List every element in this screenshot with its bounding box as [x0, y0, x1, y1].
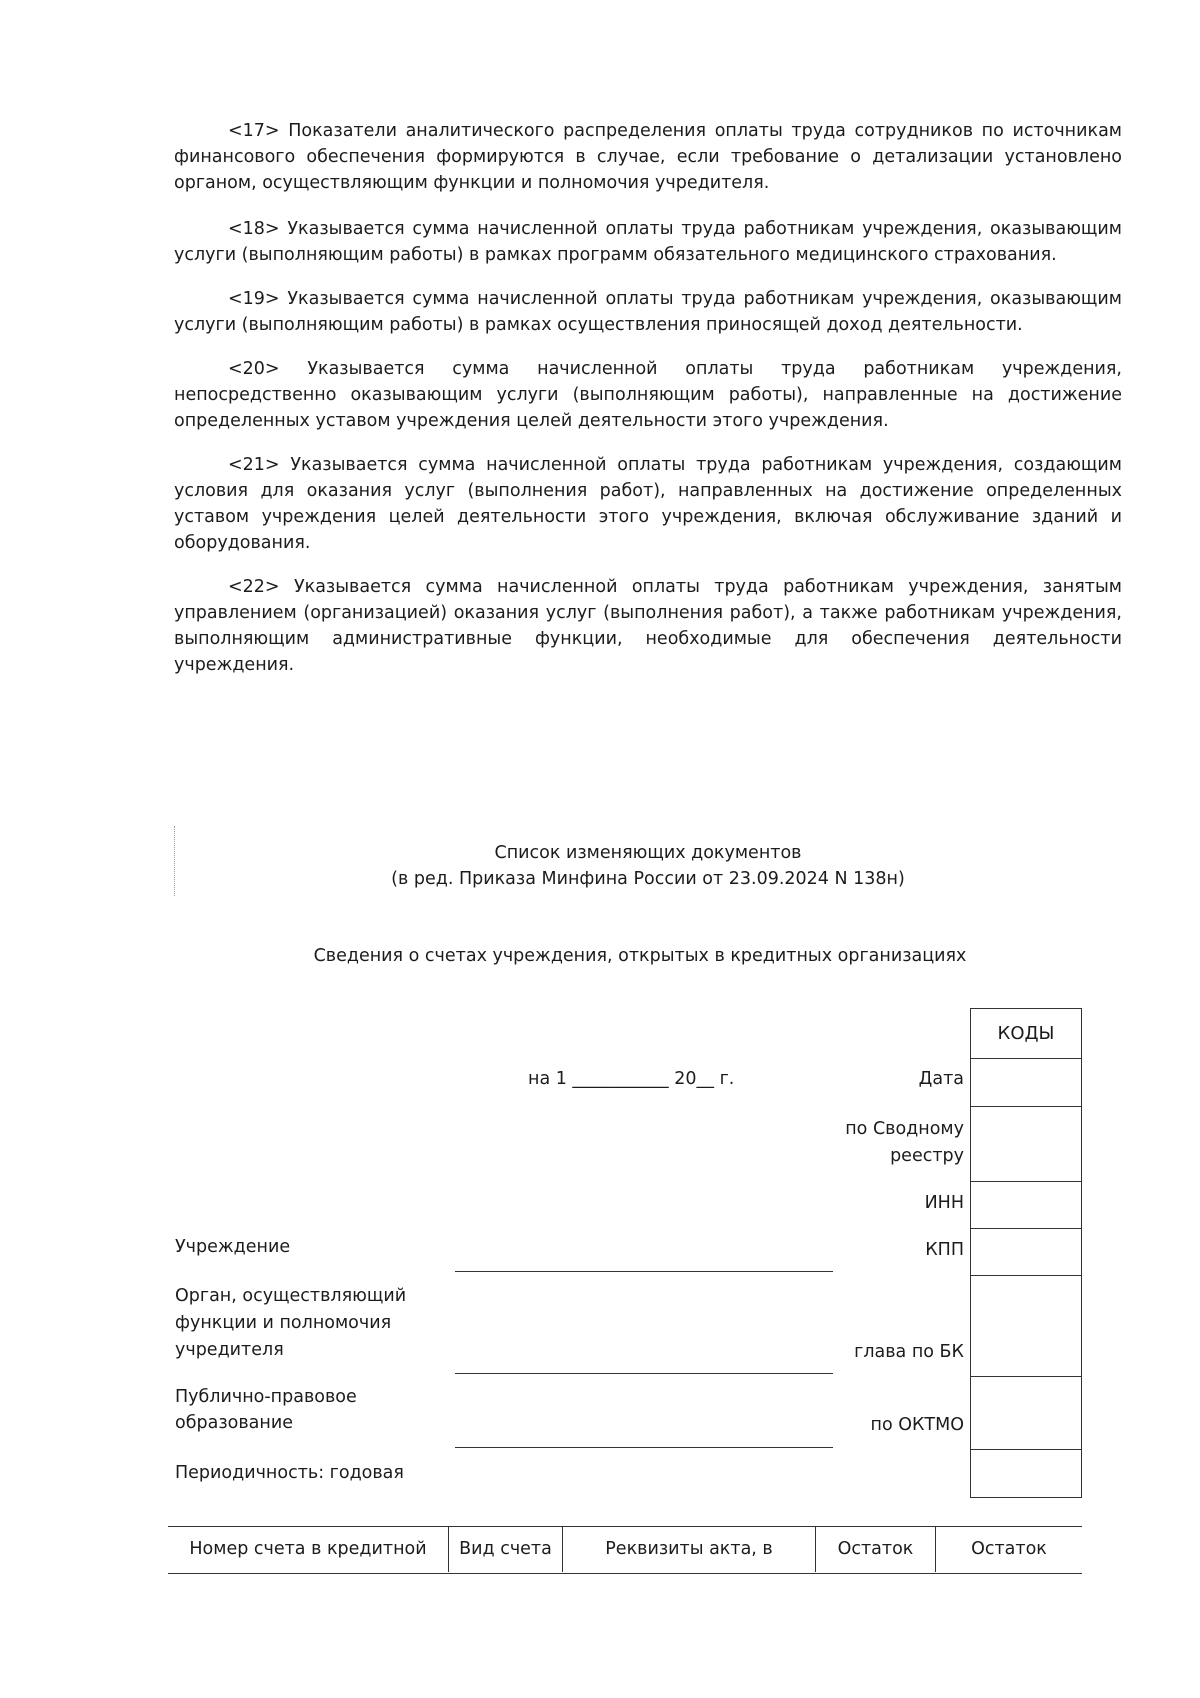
code-cell-oktmo[interactable]	[971, 1377, 1081, 1450]
field-label-periodicity: Периодичность: годовая	[175, 1463, 404, 1483]
table-header-account-type: Вид счета	[449, 1527, 563, 1572]
field-label-authority-line1: Орган, осуществляющий	[175, 1286, 407, 1306]
field-label-institution: Учреждение	[175, 1237, 291, 1257]
footnotes-section	[174, 118, 1122, 696]
footnote-19: <19> Указывается сумма начисленной оплаты труда работникам учреждения, оказывающим услуги (выполняющим работы) в рамках осуществления приносящей доход деятельности.	[174, 289, 1122, 335]
accounts-table-header	[168, 1526, 1082, 1574]
code-label-kpp: КПП	[925, 1240, 964, 1260]
field-label-public-entity-line1: Публично-правовое	[175, 1387, 357, 1407]
code-cell-bk[interactable]	[971, 1276, 1081, 1377]
table-header-balance-end: Остаток	[971, 1539, 1047, 1559]
report-date-line: на 1 ___________ 20__ г.	[528, 1069, 735, 1089]
table-header-account-number: Номер счета в кредитной	[168, 1527, 449, 1572]
code-label-oktmo: по ОКТМО	[870, 1415, 964, 1435]
field-label-public-entity-line2: образование	[175, 1413, 293, 1433]
public-entity-line[interactable]	[455, 1447, 833, 1448]
amendments-reference: (в ред. Приказа Минфина России от 23.09.2024 N 138н)	[391, 869, 905, 889]
code-cell-inn[interactable]	[971, 1182, 1081, 1229]
code-label-date: Дата	[918, 1069, 964, 1089]
footnote-21: <21> Указывается сумма начисленной оплаты труда работникам учреждения, создающим условия для оказания услуг (выполнения работ), направленных на достижение определенных уставом учреждения целей деятельности этого учреждения, включая обслуживание зданий и оборудования.	[174, 455, 1122, 553]
table-header-act-details: Реквизиты акта, в	[563, 1527, 816, 1572]
codes-header: КОДЫ	[971, 1009, 1081, 1059]
footnote-22: <22> Указывается сумма начисленной оплаты труда работникам учреждения, занятым управлением (организацией) оказания услуг (выполнения работ), а также работникам учреждения, выполняющим административные функции, необходимые для обеспечения деятельности учреждения.	[174, 577, 1122, 675]
code-label-bk: глава по БК	[854, 1342, 964, 1362]
field-label-authority-line2: функции и полномочия	[175, 1313, 392, 1333]
code-cell-date[interactable]	[971, 1059, 1081, 1107]
code-cell-periodicity[interactable]	[971, 1450, 1081, 1497]
table-header-balance-start: Остаток	[816, 1527, 936, 1572]
footnote-20: <20> Указывается сумма начисленной оплаты труда работникам учреждения, непосредственно оказывающим услуги (выполняющим работы), направленные на достижение определенных уставом учреждения целей деятельности этого учреждения.	[174, 359, 1122, 431]
code-label-inn: ИНН	[924, 1193, 964, 1213]
code-label-registry-line1: по Сводному	[845, 1119, 964, 1139]
code-cell-kpp[interactable]	[971, 1229, 1081, 1276]
field-label-authority-line3: учредителя	[175, 1340, 284, 1360]
footnote-17: <17> Показатели аналитического распределения оплаты труда сотрудников по источникам финансового обеспечения формируются в случае, если требование о детализации установлено органом, осуществляющим функции и полномочия учредителя.	[174, 121, 1122, 193]
institution-line[interactable]	[455, 1271, 833, 1272]
form-title: Сведения о счетах учреждения, открытых в кредитных организациях	[313, 946, 967, 966]
amendments-title: Список изменяющих документов	[494, 843, 802, 863]
code-cell-registry[interactable]	[971, 1107, 1081, 1182]
codes-box	[970, 1008, 1082, 1498]
authority-line[interactable]	[455, 1373, 833, 1374]
code-label-registry-line2: реестру	[890, 1146, 964, 1166]
footnote-18: <18> Указывается сумма начисленной оплаты труда работникам учреждения, оказывающим услуги (выполняющим работы) в рамках программ обязательного медицинского страхования.	[174, 219, 1122, 265]
